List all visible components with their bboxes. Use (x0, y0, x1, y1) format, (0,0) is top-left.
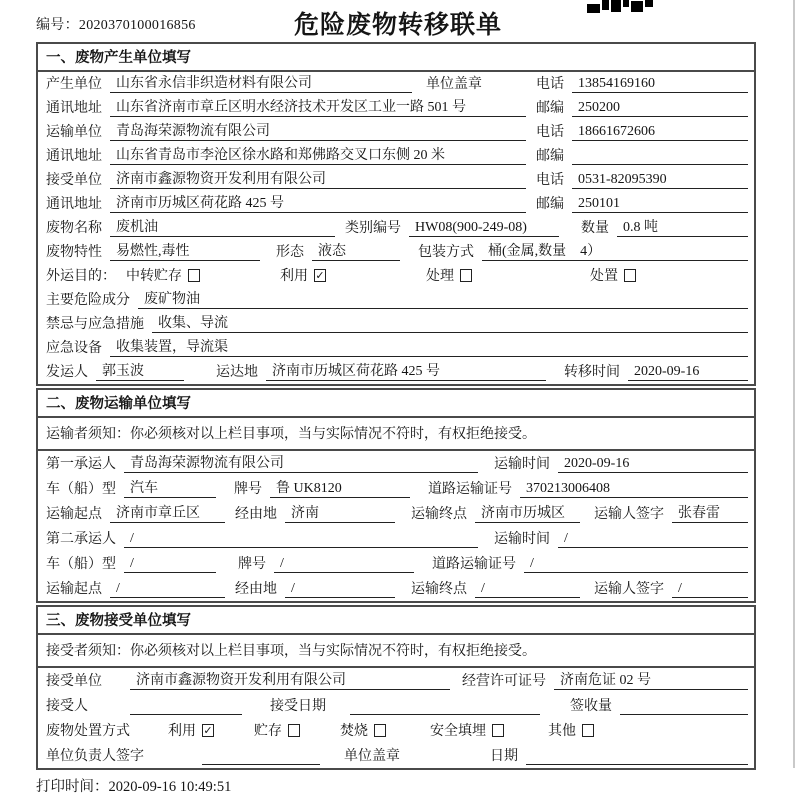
accepting-unit-label: 接受单位 (46, 674, 102, 689)
hazard-components-label: 主要危险成分 (46, 293, 130, 308)
disposal-option-label: 焚烧 (340, 724, 368, 739)
section-receiver (36, 605, 756, 770)
vehicle-type-label: 车（船）型 (46, 482, 116, 497)
acceptor-row (38, 693, 754, 718)
transport-time2-label: 运输时间 (494, 532, 550, 547)
transporter-value: 青岛海荣源物流有限公司 (110, 120, 526, 141)
disposal-method-label: 废物处置方式 (46, 724, 130, 739)
section-receiver-heading: 三、废物接受单位填写 (38, 607, 754, 635)
qr-code-fragment (587, 0, 653, 13)
disposal-other-checkbox (582, 724, 594, 737)
waste-characteristics-row (38, 240, 754, 264)
purpose-option-treat (426, 265, 472, 285)
responsible-signature-label: 单位负责人签字 (46, 749, 144, 764)
receiver-address-value: 济南市历城区荷花路 425 号 (110, 192, 526, 213)
disposal-option-storage (254, 720, 300, 740)
producer-phone-label: 电话 (536, 77, 564, 92)
waste-name-label: 废物名称 (46, 221, 102, 236)
transporter-phone-label: 电话 (536, 125, 564, 140)
receiver-phone-label: 电话 (536, 173, 564, 188)
producer-zip-value: 250200 (572, 100, 748, 117)
document-number-value: 2020370100016856 (78, 18, 196, 33)
emergency-measures-value: 收集、导流 (152, 312, 748, 333)
waste-category-label: 类别编号 (345, 221, 401, 236)
accepting-unit-value: 济南市鑫源物资开发利用有限公司 (130, 669, 450, 690)
transporter-zip-label: 邮编 (536, 149, 564, 164)
seal-date-label: 日期 (490, 749, 518, 764)
disposal-storage-checkbox (288, 724, 300, 737)
packaging-value: 桶(金属,数量 4） (482, 240, 748, 261)
first-carrier-value: 青岛海荣源物流有限公司 (124, 452, 478, 473)
receiver-phone-value: 0531-82095390 (572, 172, 748, 189)
purpose-option-transit-storage (126, 265, 200, 285)
transit-storage-checkbox (188, 269, 200, 282)
producer-address-value: 山东省济南市章丘区明水经济技术开发区工业一路 501 号 (110, 96, 526, 117)
packaging-label: 包装方式 (418, 245, 474, 260)
producer-row (38, 72, 754, 96)
receiver-zip-value: 250101 (572, 196, 748, 213)
route-via-label: 经由地 (235, 507, 277, 522)
disposal-option-other (548, 720, 594, 740)
dispatcher-row (38, 360, 754, 384)
producer-address-row (38, 96, 754, 120)
acceptor-value (130, 698, 242, 715)
receiver-label: 接受单位 (46, 173, 102, 188)
disposal-incinerate-checkbox (374, 724, 386, 737)
second-carrier-row (38, 526, 754, 551)
carrier-signature-value: 张春雷 (672, 502, 748, 523)
route-start-value: 济南市章丘区 (110, 502, 225, 523)
route-end2-value: / (475, 581, 580, 598)
disposal-landfill-checkbox (492, 724, 504, 737)
producer-zip-label: 邮编 (536, 101, 564, 116)
print-time (36, 775, 796, 796)
purpose-option-label: 处置 (590, 269, 618, 284)
transport-time-value: 2020-09-16 (558, 456, 748, 473)
plate-number-label: 牌号 (234, 482, 262, 497)
responsible-signature-value (202, 748, 320, 765)
transfer-time-value: 2020-09-16 (628, 364, 748, 381)
transporter-address-label: 通讯地址 (46, 149, 102, 164)
section-producer (36, 42, 756, 386)
route-start-label: 运输起点 (46, 507, 102, 522)
receiver-zip-label: 邮编 (536, 197, 564, 212)
accepting-unit-row (38, 668, 754, 693)
route-start2-value: / (110, 581, 225, 598)
disposal-option-label: 利用 (168, 724, 196, 739)
emergency-measures-label: 禁忌与应急措施 (46, 317, 144, 332)
dispatcher-value: 郭玉波 (96, 360, 184, 381)
waste-form-value: 液态 (312, 240, 400, 261)
road-license2-value: / (524, 556, 748, 573)
operating-license-label: 经营许可证号 (462, 674, 546, 689)
disposal-option-label: 安全填埋 (430, 724, 486, 739)
carrier-signature2-value: / (672, 581, 748, 598)
received-quantity-label: 签收量 (570, 699, 612, 714)
route-end-label: 运输终点 (411, 507, 467, 522)
print-time-label: 打印时间： (36, 779, 109, 795)
waste-name-row (38, 216, 754, 240)
second-carrier-value: / (124, 531, 478, 548)
waste-quantity-value: 0.8 吨 (617, 216, 748, 237)
dispose-checkbox (624, 269, 636, 282)
emergency-equipment-row (38, 336, 754, 360)
route-start2-label: 运输起点 (46, 582, 102, 597)
waste-quantity-label: 数量 (581, 221, 609, 236)
receiver-row (38, 168, 754, 192)
receiver-value: 济南市鑫源物资开发利用有限公司 (110, 168, 526, 189)
second-route-row (38, 576, 754, 601)
document-header (0, 0, 796, 42)
vehicle-type2-value: / (124, 556, 216, 573)
transporter-row (38, 120, 754, 144)
dispatcher-label: 发运人 (46, 365, 88, 380)
waste-form-label: 形态 (276, 245, 304, 260)
transport-time2-value: / (558, 531, 748, 548)
vehicle-type2-label: 车（船）型 (46, 557, 116, 572)
producer-value: 山东省永信非织造材料有限公司 (110, 72, 412, 93)
responsible-signature-row (38, 743, 754, 768)
section-transporter (36, 388, 756, 603)
plate-number-value: 鲁 UK8120 (270, 477, 410, 498)
disposal-option-label: 贮存 (254, 724, 282, 739)
route-via2-label: 经由地 (235, 582, 277, 597)
producer-phone-value: 13854169160 (572, 76, 748, 93)
producer-label: 产生单位 (46, 77, 102, 92)
page-right-edge (793, 0, 795, 768)
route-end-value: 济南市历城区 (475, 502, 580, 523)
road-license2-label: 道路运输证号 (432, 557, 516, 572)
emergency-equipment-value: 收集装置，导流渠 (110, 336, 748, 357)
destination-label: 运达地 (216, 365, 258, 380)
transporter-address-row (38, 144, 754, 168)
transfer-time-label: 转移时间 (564, 365, 620, 380)
unit-seal-label: 单位盖章 (344, 749, 400, 764)
acceptor-label: 接受人 (46, 699, 88, 714)
emergency-measures-row (38, 312, 754, 336)
accept-date-value (350, 698, 540, 715)
route-via2-value: / (285, 581, 395, 598)
emergency-equipment-label: 应急设备 (46, 341, 102, 356)
route-end2-label: 运输终点 (411, 582, 467, 597)
transporter-address-value: 山东省青岛市李沧区徐水路和郑佛路交叉口东侧 20 米 (110, 144, 526, 165)
transfer-purpose-row (38, 264, 754, 288)
disposal-option-landfill (430, 720, 504, 740)
waste-name-value: 废机油 (110, 216, 335, 237)
utilize-checkbox: ✓ (315, 268, 325, 282)
first-route-row (38, 501, 754, 526)
purpose-option-label: 利用 (280, 269, 308, 284)
section-producer-heading: 一、废物产生单位填写 (38, 44, 754, 72)
plate-number2-value: / (274, 556, 414, 573)
transporter-label: 运输单位 (46, 125, 102, 140)
disposal-utilize-checkbox: ✓ (203, 723, 213, 737)
disposal-option-label: 其他 (548, 724, 576, 739)
seal-date-value (526, 748, 748, 765)
purpose-option-dispose (590, 265, 636, 285)
hazard-components-value: 废矿物油 (138, 288, 748, 309)
purpose-option-label: 中转贮存 (126, 269, 182, 284)
receiver-address-label: 通讯地址 (46, 197, 102, 212)
transporter-notice: 运输者须知：你必须核对以上栏目事项，当与实际情况不符时，有权拒绝接受。 (38, 418, 754, 451)
transporter-phone-value: 18661672606 (572, 124, 748, 141)
receiver-address-row (38, 192, 754, 216)
disposal-option-utilize (168, 720, 214, 740)
received-quantity-value (620, 698, 748, 715)
second-vehicle-row (38, 551, 754, 576)
disposal-method-row (38, 718, 754, 743)
road-license-label: 道路运输证号 (428, 482, 512, 497)
hazard-components-row (38, 288, 754, 312)
first-carrier-label: 第一承运人 (46, 457, 116, 472)
transfer-purpose-label: 外运目的： (46, 269, 116, 284)
road-license-value: 370213006408 (520, 481, 748, 498)
first-carrier-row (38, 451, 754, 476)
vehicle-type-value: 汽车 (124, 477, 216, 498)
print-time-value: 2020-09-16 10:49:51 (108, 779, 232, 795)
receiver-notice: 接受者须知：你必须核对以上栏目事项，当与实际情况不符时，有权拒绝接受。 (38, 635, 754, 668)
first-vehicle-row (38, 476, 754, 501)
seal-label: 单位盖章 (426, 77, 482, 92)
destination-value: 济南市历城区荷花路 425 号 (266, 360, 546, 381)
route-via-value: 济南 (285, 502, 395, 523)
accept-date-label: 接受日期 (270, 699, 326, 714)
document-number-label: 编号： (36, 18, 79, 33)
waste-characteristics-label: 废物特性 (46, 245, 102, 260)
producer-address-label: 通讯地址 (46, 101, 102, 116)
operating-license-value: 济南危证 02 号 (554, 669, 748, 690)
purpose-option-utilize (280, 265, 326, 285)
second-carrier-label: 第二承运人 (46, 532, 116, 547)
purpose-option-label: 处理 (426, 269, 454, 284)
carrier-signature-label: 运输人签字 (594, 507, 664, 522)
transporter-zip-value (572, 148, 748, 165)
disposal-option-incinerate (340, 720, 386, 740)
waste-category-value: HW08(900-249-08) (409, 220, 559, 237)
waste-characteristics-value: 易燃性,毒性 (110, 240, 260, 261)
page-title: 危险废物转移联单 (293, 12, 502, 39)
section-transporter-heading: 二、废物运输单位填写 (38, 390, 754, 418)
transport-time-label: 运输时间 (494, 457, 550, 472)
carrier-signature2-label: 运输人签字 (594, 582, 664, 597)
plate-number2-label: 牌号 (238, 557, 266, 572)
treat-checkbox (460, 269, 472, 282)
